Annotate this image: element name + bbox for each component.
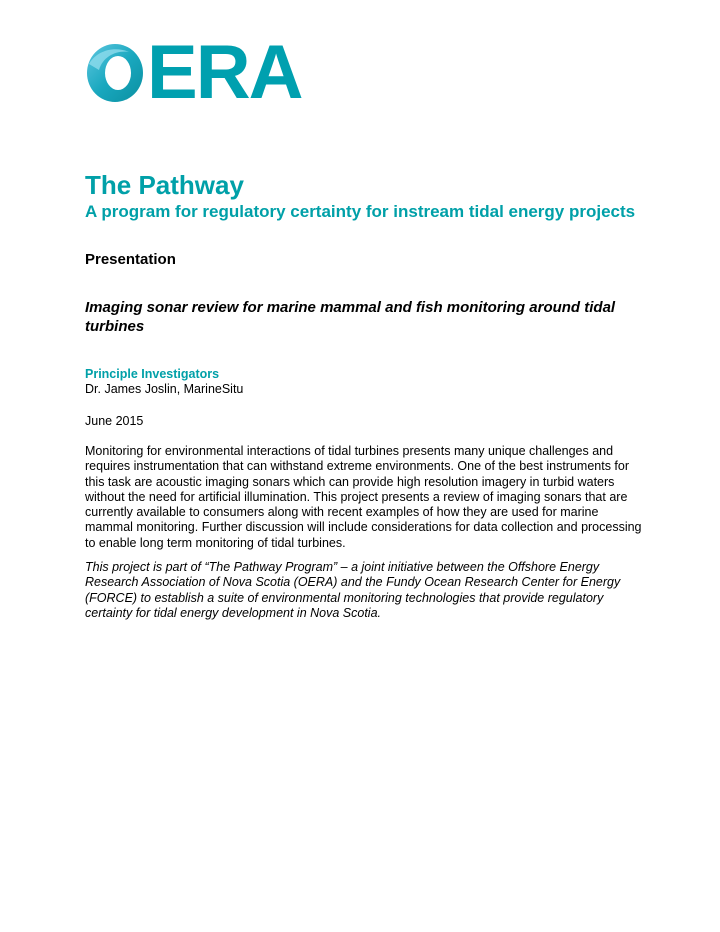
program-note-paragraph: This project is part of “The Pathway Program” – a joint initiative between the Offshore Energy Research Association of Nova Scotia (OERA) and the Fundy Ocean Research Center for Energy (FORCE) to establish a suite of environmental monitoring technologies that provide regulatory certainty for tidal energy development in Nova Scotia. bbox=[85, 560, 621, 620]
logo-wordmark: ERA bbox=[147, 30, 302, 115]
investigator-name: Dr. James Joslin, MarineSitu bbox=[85, 382, 244, 396]
document-date: June 2015 bbox=[85, 414, 144, 428]
page-subtitle: A program for regulatory certainty for instream tidal energy projects bbox=[85, 202, 636, 221]
oera-logo bbox=[85, 30, 302, 115]
investigators-heading: Principle Investigators bbox=[85, 367, 220, 381]
document-title: Imaging sonar review for marine mammal and fish monitoring around tidal turbines bbox=[85, 299, 616, 335]
oera-o-swirl-icon bbox=[85, 42, 145, 104]
page-title: The Pathway bbox=[85, 170, 244, 200]
abstract-paragraph: Monitoring for environmental interactions of tidal turbines presents many unique challenges and requires instrumentation that can withstand extreme environments. One of the best instruments for this task are acoustic imaging sonars which can provide high resolution imagery in turbid waters without the need for artificial illumination. This project presents a review of imaging sonars that are currently available to consumers along with recent examples of how they are used for marine mammal monitoring. Further discussion will include considerations for data collection and processing to enable long term monitoring of tidal turbines. bbox=[85, 444, 642, 550]
section-label: Presentation bbox=[85, 251, 176, 268]
